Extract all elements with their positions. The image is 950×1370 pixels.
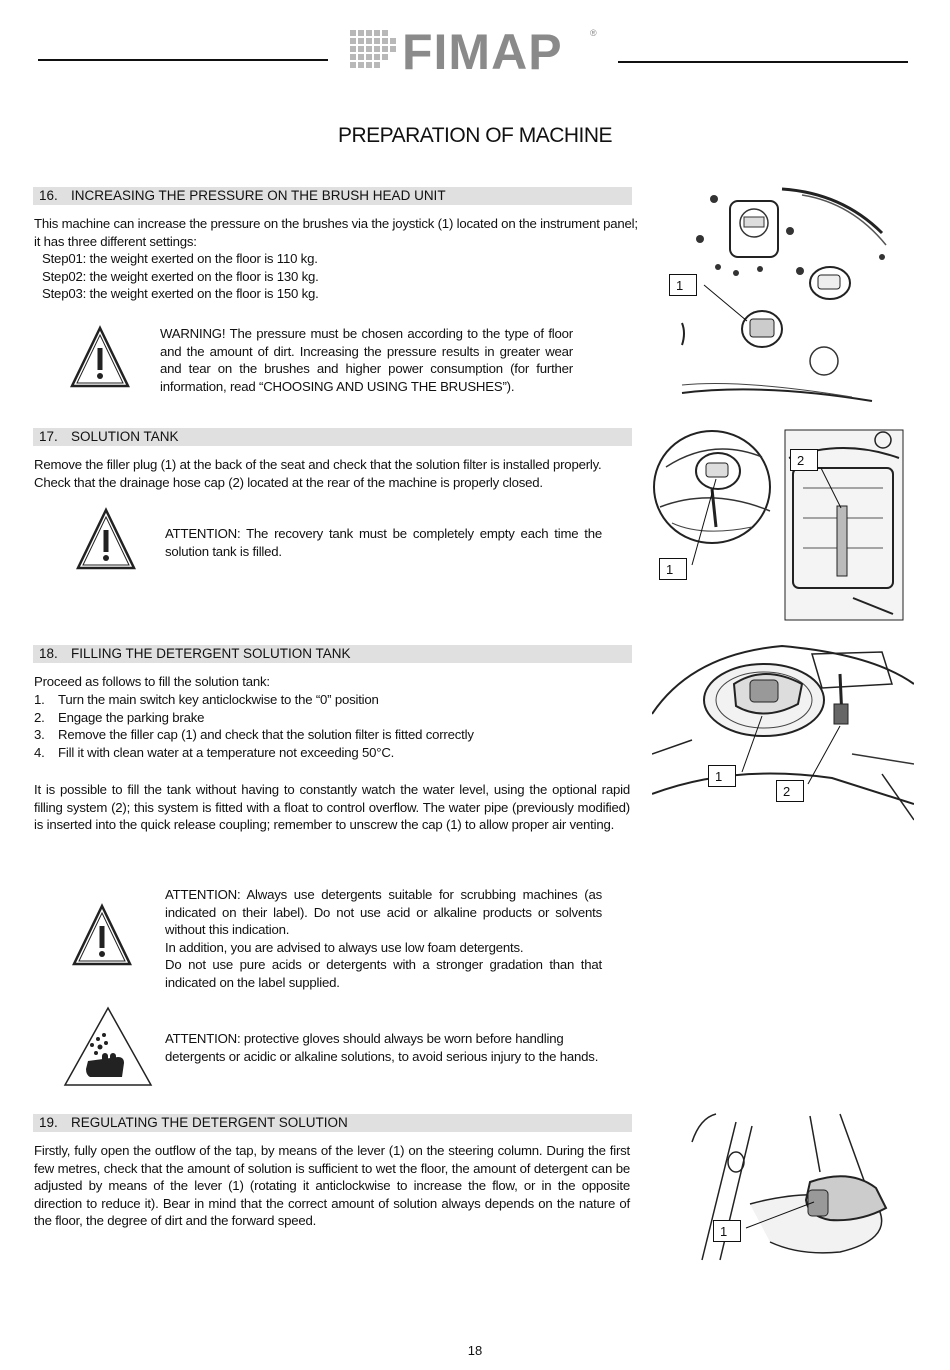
page-title: PREPARATION OF MACHINE (337, 124, 613, 147)
section-16-body (34, 215, 638, 303)
list-text: Fill it with clean water at a temperature not exceeding 50°C. (58, 744, 395, 760)
attention-line: ATTENTION: Always use detergents suitable for scrubbing machines (as indicated on their label). Do not use acid or alkaline products or solvents without this indication. (165, 887, 602, 937)
section-18-attention-1 (165, 886, 602, 991)
callout-label: 1 (708, 765, 736, 787)
body-line: Remove the filler plug (1) at the back of the seat and check that the solution filter is installed properly. (34, 457, 602, 472)
body-line: Check that the drainage hose cap (2) located at the rear of the machine is properly closed. (34, 474, 543, 490)
section-number: 16. (39, 188, 58, 203)
section-18-list (34, 691, 634, 761)
section-17-attention: ATTENTION: The recovery tank must be completely empty each time the solution tank is filled. (165, 526, 602, 559)
section-18-header (33, 645, 632, 663)
list-item (34, 744, 634, 762)
intro-line: it has three different settings: (34, 233, 197, 249)
logo-dots-icon (350, 30, 400, 76)
section-17-body (34, 456, 634, 491)
list-number: 3. (34, 727, 45, 742)
corrosive-gloves-icon (62, 1005, 154, 1087)
list-number: 2. (34, 709, 45, 725)
step-line: Step01: the weight exerted on the floor is 110 kg. (42, 251, 318, 266)
callout-label: 1 (659, 558, 687, 580)
callout-label: 1 (669, 274, 697, 296)
attention-line: Do not use pure acids or detergents with a stronger gradation than that indicated on the label supplied. (165, 957, 602, 990)
list-text: Remove the filler cap (1) and check that the solution filter is fitted correctly (58, 727, 474, 742)
logo-wordmark: FIMAP (402, 24, 563, 80)
header-rule-left (38, 59, 328, 61)
callout-label: 2 (790, 449, 818, 471)
section-18-attention-2: ATTENTION: protective gloves should always be worn before handling detergents or acidic or alkaline solutions, to avoid serious injury to the hands. (165, 1031, 599, 1064)
page-number: 18 (467, 1343, 483, 1358)
list-text: Engage the parking brake (58, 709, 205, 725)
warning-icon (70, 902, 134, 968)
section-title: REGULATING THE DETERGENT SOLUTION (71, 1115, 348, 1130)
section-number: 18. (39, 646, 58, 661)
list-item (34, 691, 634, 709)
section-18-intro: Proceed as follows to fill the solution tank: (34, 674, 270, 689)
fimap-logo (350, 24, 600, 80)
warning-icon (68, 324, 132, 390)
section-number: 19. (39, 1115, 58, 1130)
section-19-body: Firstly, fully open the outflow of the tap, by means of the lever (1) on the steering column. During the first few metres, check that the amount of solution is sufficient to wet the floor, the amount of detergent can be adjusted by means of the lever (1) (rotating it anticlockwise to increase the flow, or in the opposite direction to reduce it). Bear in mind that the correct amount of solution always depends on the nature of the floor, the degree of dirt and the forward speed. (34, 1143, 630, 1228)
attention-line: In addition, you are advised to always use low foam detergents. (165, 939, 524, 955)
registered-mark: ® (590, 28, 597, 38)
step-line: Step02: the weight exerted on the floor is 130 kg. (42, 268, 319, 284)
list-item (34, 726, 634, 744)
step-line: Step03: the weight exerted on the floor is 150 kg. (42, 286, 319, 301)
section-16-header (33, 187, 632, 205)
section-number: 17. (39, 429, 58, 444)
list-item (34, 709, 634, 727)
header-rule-right (618, 61, 908, 63)
section-19-header (33, 1114, 632, 1132)
section-title: SOLUTION TANK (71, 429, 179, 444)
callout-label: 2 (776, 780, 804, 802)
list-number: 4. (34, 744, 45, 760)
list-text: Turn the main switch key anticlockwise to the “0” position (58, 692, 379, 707)
section-17-header (33, 428, 632, 446)
section-title: INCREASING THE PRESSURE ON THE BRUSH HEAD UNIT (71, 188, 446, 203)
warning-icon (74, 506, 138, 572)
section-title: FILLING THE DETERGENT SOLUTION TANK (71, 646, 351, 661)
intro-line: This machine can increase the pressure on the brushes via the joystick (1) located on the instrument panel; (34, 216, 638, 231)
list-number: 1. (34, 692, 45, 707)
section-16-warning: WARNING! The pressure must be chosen according to the type of floor and the amount of dirt. Increasing the pressure results in greater wear and tear on the brushes and higher power consumption (for further information, read “CHOOSING AND USING THE BRUSHES”). (160, 326, 573, 394)
section-18-body: It is possible to fill the tank without having to constantly watch the water level, using the optional rapid filling system (2); this system is fitted with a float to control overflow. The water pipe (previously modified) is inserted into the quick release coupling; remember to unscrew the cap (1) to allow proper air venting. (34, 782, 630, 832)
callout-label: 1 (713, 1220, 741, 1242)
